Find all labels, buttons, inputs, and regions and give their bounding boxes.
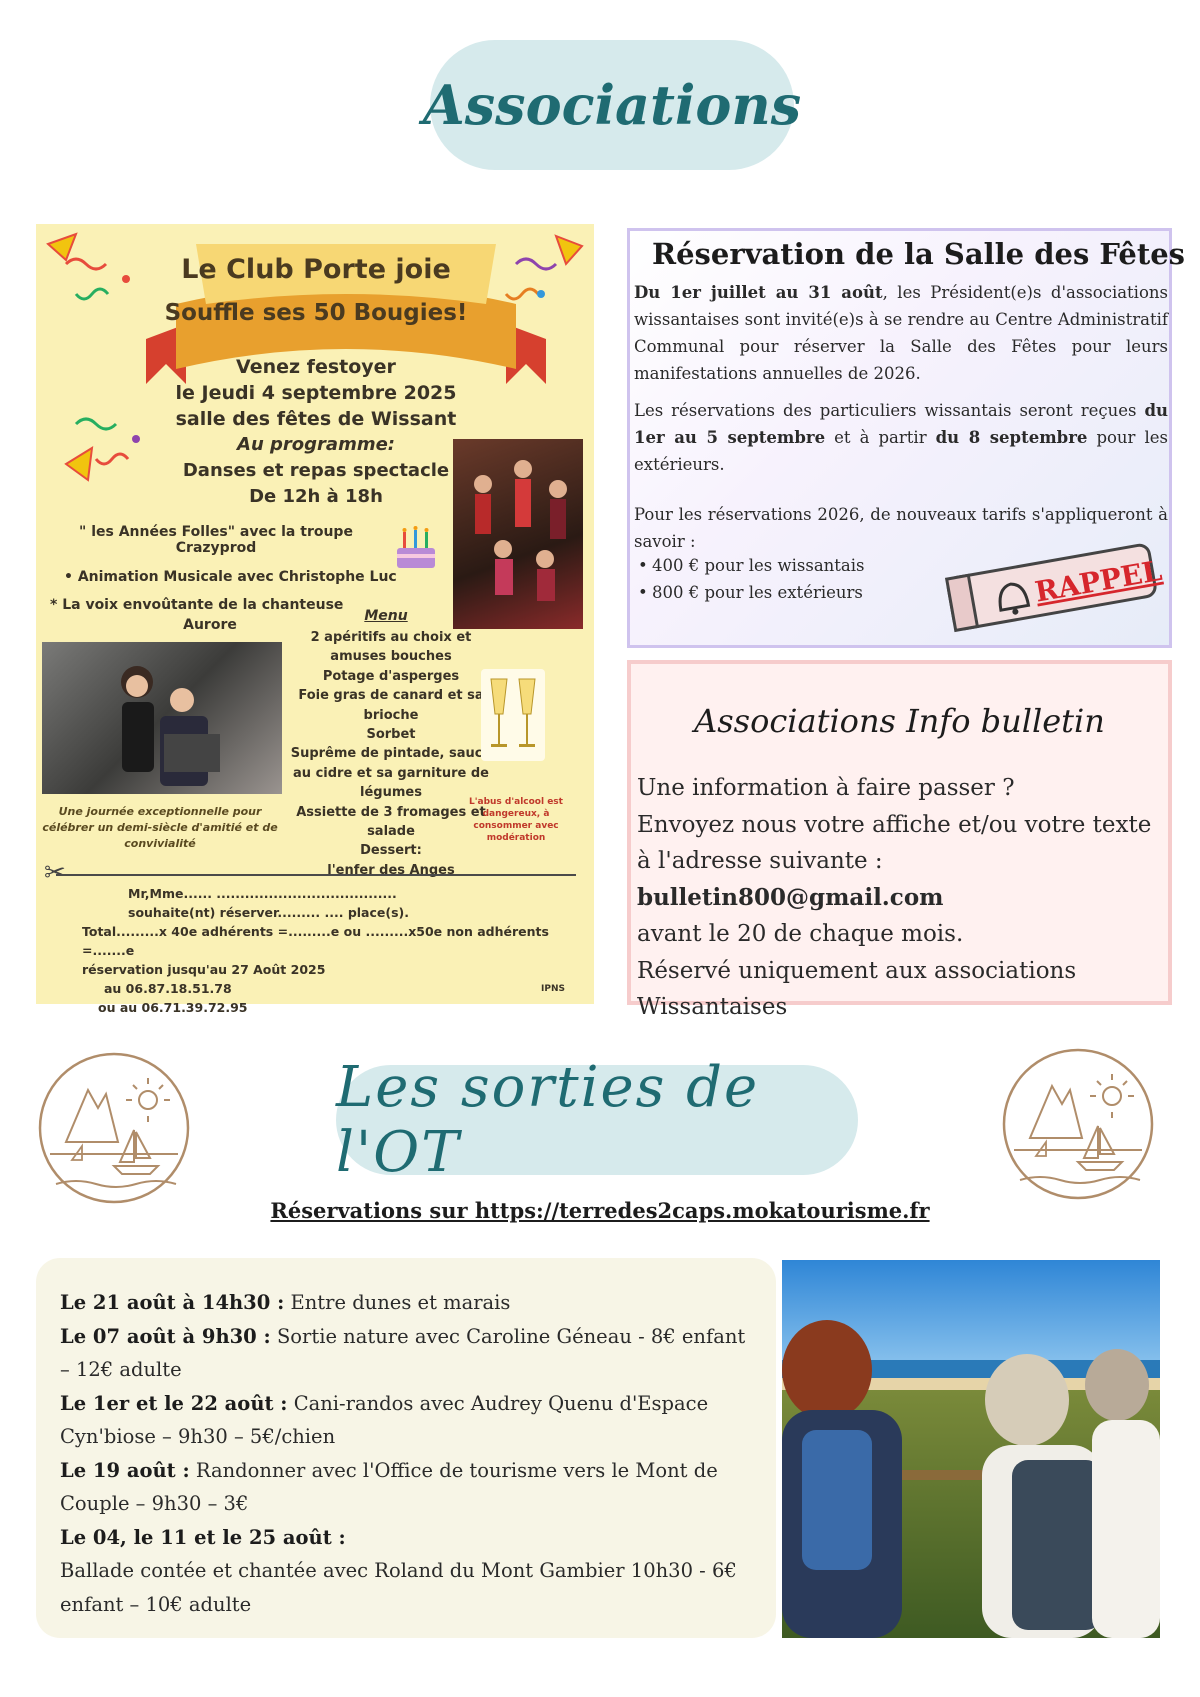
flyer-invite: Venez festoyer bbox=[236, 356, 396, 378]
menu-item: Dessert: bbox=[360, 843, 422, 859]
sortie-date: Le 21 août à 14h30 : bbox=[60, 1291, 285, 1314]
menu-item: Assiette de 3 fromages et salade bbox=[296, 804, 486, 840]
sortie-item bbox=[60, 1454, 760, 1521]
flyer-act-aurore: Aurore bbox=[183, 617, 237, 633]
associations-heading: Associations bbox=[430, 40, 794, 170]
sortie-item bbox=[60, 1320, 760, 1387]
salle-p2-c: et à partir bbox=[825, 428, 936, 447]
form-line: souhaite(nt) réserver......... .... place(s). bbox=[128, 905, 409, 920]
info-line: Une information à faire passer ? bbox=[637, 775, 1015, 801]
sortie-date: Le 1er et le 22 août : bbox=[60, 1391, 288, 1415]
flyer-hours: De 12h à 18h bbox=[249, 486, 383, 507]
info-line bbox=[637, 843, 1167, 916]
sortie-date: Le 07 août à 9h30 : bbox=[60, 1324, 271, 1348]
info-bulletin-box bbox=[627, 660, 1172, 1020]
salle-paragraph-tarifs: Pour les réservations 2026, de nouveaux tarifs s'appliqueront à savoir : bbox=[634, 505, 1168, 551]
sortie-item bbox=[60, 1286, 760, 1320]
info-line: Envoyez nous votre affiche et/ou votre texte bbox=[637, 811, 1152, 838]
salle-p2-a: Les réservations des particuliers wissantais seront reçues bbox=[634, 401, 1145, 420]
info-line: Wissantaises bbox=[637, 994, 788, 1020]
hikers-photo bbox=[782, 1260, 1160, 1638]
flyer-menu-title: Menu bbox=[364, 608, 408, 624]
rappel-label: RAPPEL bbox=[1032, 553, 1165, 609]
sortie-item bbox=[60, 1387, 760, 1454]
birthday-cake-icon bbox=[391, 524, 441, 572]
menu-item: Sorbet bbox=[366, 727, 416, 743]
sortie-date: Le 19 août : bbox=[60, 1458, 190, 1482]
seascape-medallion-icon bbox=[36, 1050, 192, 1206]
sortie-item bbox=[60, 1521, 760, 1622]
form-line: Mr,Mme...... ...................................... bbox=[128, 886, 397, 901]
dancers-photo bbox=[453, 439, 583, 629]
salle-p1-text: , les Président(e)s d'associations wissantaises sont invité(e)s à se rendre au Centre Administratif Communal pour réserver la Salle des Fêtes pour leurs manifestations annuelles de 2026. bbox=[634, 283, 1168, 383]
reservation-form-slip bbox=[82, 884, 552, 1017]
sorties-list-box bbox=[36, 1258, 776, 1638]
salle-p2-d: du 8 septembre bbox=[935, 428, 1088, 447]
tarif-item: • 400 € pour les wissantais bbox=[652, 556, 865, 575]
sortie-date: Le 04, le 11 et le 25 août : bbox=[60, 1525, 346, 1549]
flyer-subtitle: Souffle ses 50 Bougies! bbox=[164, 300, 468, 326]
menu-item: Suprême de pintade, sauce au cidre et sa garniture de légumes bbox=[290, 746, 492, 801]
salle-paragraph-associations bbox=[634, 279, 1168, 387]
champagne-glasses-icon bbox=[481, 669, 545, 761]
flyer-danses: Danses et repas spectacle bbox=[182, 460, 450, 481]
menu-item: l'enfer des Anges bbox=[327, 862, 455, 878]
club-porte-joie-flyer bbox=[36, 224, 594, 1015]
info-line: Réservé uniquement aux associations bbox=[637, 957, 1077, 984]
flyer-tagline: Une journée exceptionnelle pour célébrer un demi-siècle d'amitié et de convivialité bbox=[42, 805, 278, 850]
info-bulletin-title: Associations Info bulletin bbox=[694, 702, 1105, 740]
scissors-icon: ✂ bbox=[44, 858, 66, 888]
salle-p2-b: du 1er au 5 septembre bbox=[634, 401, 1168, 447]
salle-reservation-box bbox=[627, 228, 1186, 648]
singer-accordionist-photo bbox=[42, 642, 282, 794]
form-line: au 06.87.18.51.78 bbox=[104, 981, 232, 996]
info-line-address: à l'adresse suivante : bbox=[637, 848, 883, 874]
flyer-venue: salle des fêtes de Wissant bbox=[175, 408, 457, 430]
salle-p2-e: pour les extérieurs. bbox=[634, 428, 1169, 474]
flyer-programme-label: Au programme: bbox=[237, 434, 395, 455]
form-line: Total.........x 40e adhérents =.........e ou .........x50e non adhérents =.......e bbox=[82, 924, 549, 958]
bulletin-email[interactable]: bulletin800@gmail.com bbox=[637, 883, 944, 911]
sortie-text: Entre dunes et marais bbox=[284, 1291, 511, 1314]
sortie-text: Sortie nature avec Caroline Géneau - 8€ enfant – 12€ adulte bbox=[60, 1324, 746, 1381]
salle-p1-dates: Du 1er juillet au 31 août bbox=[634, 283, 883, 302]
menu-item: Potage d'asperges bbox=[322, 668, 460, 684]
sortie-text: Randonner avec l'Office de tourisme vers le Mont de Couple – 9h30 – 3€ bbox=[60, 1458, 718, 1515]
info-bulletin-body bbox=[637, 770, 1167, 1026]
cut-line bbox=[56, 874, 576, 876]
info-line: avant le 20 de chaque mois. bbox=[637, 921, 964, 947]
flyer-act-chanteuse: * La voix envoûtante de la chanteuse bbox=[50, 597, 344, 613]
menu-item: Foie gras de canard et sa brioche bbox=[298, 688, 484, 723]
form-line: ou au 06.71.39.72.95 bbox=[98, 1000, 248, 1015]
flyer-act-animation: • Animation Musicale avec Christophe Luc bbox=[64, 569, 397, 585]
rappel-stamp bbox=[940, 549, 1164, 625]
sortie-text: Cani-randos avec Audrey Quenu d'Espace Cyn'biose – 9h30 – 5€/chien bbox=[60, 1391, 709, 1448]
ipns-mark: IPNS bbox=[541, 984, 565, 994]
flyer-act-annees-folles: " les Années Folles" avec la troupe Crazyprod bbox=[79, 524, 353, 556]
salle-paragraph-particuliers bbox=[634, 397, 1168, 478]
sorties-list bbox=[60, 1286, 760, 1621]
tarif-item: • 800 € pour les extérieurs bbox=[652, 583, 863, 602]
sorties-heading: Les sorties de l'OT bbox=[336, 1065, 858, 1175]
reservations-link[interactable]: Réservations sur https://terredes2caps.mokatourisme.fr bbox=[270, 1198, 930, 1223]
seascape-medallion-icon bbox=[1000, 1046, 1156, 1202]
flyer-date: le Jeudi 4 septembre 2025 bbox=[175, 382, 457, 404]
flyer-title: Le Club Porte joie bbox=[181, 254, 451, 285]
form-line: réservation jusqu'au 27 Août 2025 bbox=[82, 962, 326, 977]
alcohol-warning: L'abus d'alcool est dangereux, à consommer avec modération bbox=[469, 797, 563, 843]
sortie-text: Ballade contée et chantée avec Roland du Mont Gambier 10h30 - 6€ enfant – 10€ adulte bbox=[60, 1559, 737, 1616]
salle-title: Réservation de la Salle des Fêtes bbox=[652, 237, 1186, 271]
menu-item: 2 apéritifs au choix et amuses bouches bbox=[310, 630, 472, 665]
